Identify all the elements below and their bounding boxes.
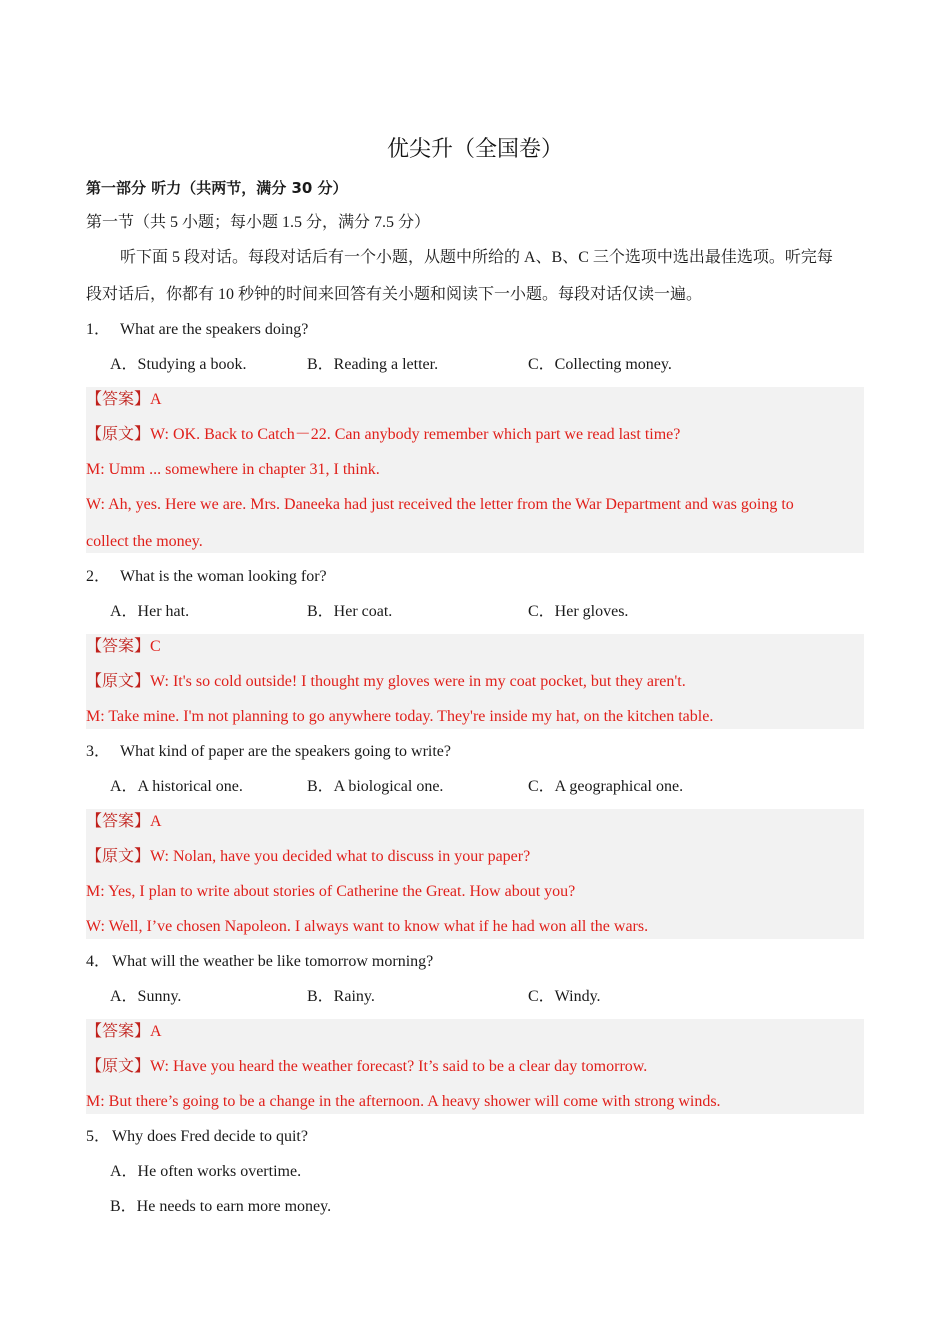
q4-option-a: A．Sunny. xyxy=(110,988,182,1005)
question-number: 4． xyxy=(86,953,111,970)
q1-option-a: A．Studying a book. xyxy=(110,356,247,373)
q1-transcript-line: collect the money. xyxy=(86,533,203,550)
part-heading: 第一部分 听力（共两节，满分 30 分） xyxy=(86,179,348,197)
question-number: 3． xyxy=(86,743,111,760)
question-4 xyxy=(86,952,864,972)
q3-transcript-line: M: Yes, I plan to write about stories of Catherine the Great. How about you? xyxy=(86,883,576,900)
question-text: What is the woman looking for? xyxy=(120,568,327,585)
q3-option-b: B．A biological one. xyxy=(307,778,444,795)
question-text: What will the weather be like tomorrow morning? xyxy=(112,953,434,970)
question-text: Why does Fred decide to quit? xyxy=(112,1128,308,1145)
q1-transcript-line: M: Umm ... somewhere in chapter 31, I think. xyxy=(86,461,380,478)
q1-answer: 【答案】A xyxy=(86,391,162,408)
question-text: What kind of paper are the speakers going to write? xyxy=(120,743,451,760)
q4-answer: 【答案】A xyxy=(86,1023,162,1040)
q2-answer: 【答案】C xyxy=(86,638,161,655)
q2-transcript-line: M: Take mine. I'm not planning to go anywhere today. They're inside my hat, on the kitchen table. xyxy=(86,708,714,725)
question-3 xyxy=(86,742,864,762)
q2-option-b: B．Her coat. xyxy=(307,603,393,620)
instructions-line-1: 听下面 5 段对话。每段对话后有一个小题，从题中所给的 A、B、C 三个选项中选出最佳选项。听完每 xyxy=(120,249,833,266)
question-text: What are the speakers doing? xyxy=(120,321,309,338)
q3-option-c: C．A geographical one. xyxy=(528,778,684,795)
page-title: 优尖升（全国卷） xyxy=(386,137,563,162)
q2-transcript-line: 【原文】W: It's so cold outside! I thought my gloves were in my coat pocket, but they aren't. xyxy=(86,673,686,690)
q3-option-a: A．A historical one. xyxy=(110,778,243,795)
q3-transcript-line: 【原文】W: Nolan, have you decided what to discuss in your paper? xyxy=(86,848,531,865)
question-5 xyxy=(86,1127,864,1147)
q4-option-c: C．Windy. xyxy=(528,988,601,1005)
q1-option-c: C．Collecting money. xyxy=(528,356,672,373)
question-number: 5． xyxy=(86,1128,111,1145)
question-number: 2． xyxy=(86,568,111,585)
q4-option-b: B．Rainy. xyxy=(307,988,375,1005)
q2-option-c: C．Her gloves. xyxy=(528,603,629,620)
q5-option-b: B．He needs to earn more money. xyxy=(110,1198,332,1215)
q2-option-a: A．Her hat. xyxy=(110,603,190,620)
q1-transcript-line: 【原文】W: OK. Back to Catch－22. Can anybody remember which part we read last time? xyxy=(86,426,681,443)
question-1 xyxy=(86,320,864,340)
question-number: 1． xyxy=(86,321,111,338)
q5-option-a: A．He often works overtime. xyxy=(110,1163,302,1180)
q4-transcript-line: 【原文】W: Have you heard the weather forecast? It’s said to be a clear day tomorrow. xyxy=(86,1058,648,1075)
q4-transcript-line: M: But there’s going to be a change in the afternoon. A heavy shower will come with strong winds. xyxy=(86,1093,721,1110)
q3-transcript-line: W: Well, I’ve chosen Napoleon. I always want to know what if he had won all the wars. xyxy=(86,918,649,935)
question-2 xyxy=(86,567,864,587)
q3-answer: 【答案】A xyxy=(86,813,162,830)
section-heading: 第一节（共 5 小题；每小题 1.5 分，满分 7.5 分） xyxy=(86,214,431,231)
instructions-line-2: 段对话后，你都有 10 秒钟的时间来回答有关小题和阅读下一小题。每段对话仅读一遍。 xyxy=(86,286,703,303)
q1-option-b: B．Reading a letter. xyxy=(307,356,439,373)
q1-transcript-line: W: Ah, yes. Here we are. Mrs. Daneeka had just received the letter from the War Department and was going to xyxy=(86,496,794,513)
